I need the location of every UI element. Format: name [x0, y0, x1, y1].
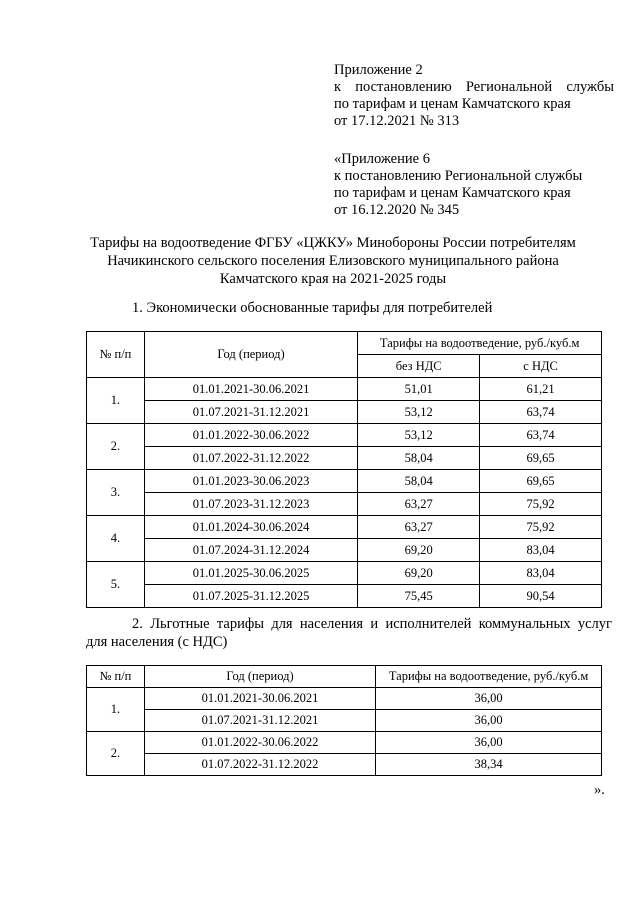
economic-tariffs-body [87, 378, 602, 608]
tariff-with-vat-cell: 63,74 [480, 424, 602, 447]
appendix-2-header [334, 62, 614, 130]
preferential-tariffs-table [86, 665, 602, 776]
period-cell: 01.07.2025-31.12.2025 [144, 585, 357, 608]
closing-quote: ». [594, 782, 605, 798]
tariff-no-vat-cell: 69,20 [358, 562, 480, 585]
period-cell: 01.01.2025-30.06.2025 [144, 562, 357, 585]
table-row [87, 493, 602, 516]
period-cell: 01.07.2024-31.12.2024 [144, 539, 357, 562]
table-row [87, 585, 602, 608]
title-line-1: Тарифы на водоотведение ФГБУ «ЦЖКУ» Минобороны России потребителям [90, 235, 576, 251]
appendix-6-label: «Приложение 6 [334, 151, 430, 167]
title-line-3: Камчатского края на 2021-2025 годы [219, 271, 447, 287]
table-row [87, 688, 602, 710]
document-title [60, 234, 606, 288]
appendix-6-resolution: к постановлению Региональной службы [334, 168, 583, 184]
row-number: 2. [87, 424, 145, 470]
period-cell: 01.07.2022-31.12.2022 [144, 447, 357, 470]
table-row [87, 710, 602, 732]
appendix-6-date-number: от 16.12.2020 № 345 [334, 202, 460, 218]
period-cell: 01.07.2021-31.12.2021 [144, 401, 357, 424]
appendix-6-header [334, 151, 614, 219]
header-num: № п/п [87, 666, 145, 688]
tariff-value-cell: 36,00 [376, 710, 602, 732]
period-cell: 01.07.2023-31.12.2023 [144, 493, 357, 516]
row-number: 1. [87, 378, 145, 424]
tariff-with-vat-cell: 69,65 [480, 470, 602, 493]
table-row [87, 732, 602, 754]
table-row [87, 516, 602, 539]
section-2-heading-line-1: 2. Льготные тарифы для населения и исполнителей коммунальных услуг [132, 616, 612, 632]
section-1-heading: 1. Экономически обоснованные тарифы для потребителей [132, 300, 493, 316]
tariff-with-vat-cell: 63,74 [480, 401, 602, 424]
tariff-with-vat-cell: 83,04 [480, 562, 602, 585]
period-cell: 01.01.2023-30.06.2023 [144, 470, 357, 493]
tariff-no-vat-cell: 69,20 [358, 539, 480, 562]
period-cell: 01.07.2022-31.12.2022 [144, 754, 375, 776]
row-number: 2. [87, 732, 145, 776]
tariff-no-vat-cell: 51,01 [358, 378, 480, 401]
header-no-vat: без НДС [358, 355, 480, 378]
period-cell: 01.07.2021-31.12.2021 [144, 710, 375, 732]
tariff-no-vat-cell: 53,12 [358, 424, 480, 447]
period-cell: 01.01.2022-30.06.2022 [144, 732, 375, 754]
table-row [87, 424, 602, 447]
header-tariffs: Тарифы на водоотведение, руб./куб.м [376, 666, 602, 688]
tariff-value-cell: 38,34 [376, 754, 602, 776]
row-number: 5. [87, 562, 145, 608]
tariff-with-vat-cell: 90,54 [480, 585, 602, 608]
tariff-no-vat-cell: 53,12 [358, 401, 480, 424]
period-cell: 01.01.2024-30.06.2024 [144, 516, 357, 539]
section-2-heading-line-2: для населения (с НДС) [86, 634, 228, 650]
header-with-vat: с НДС [480, 355, 602, 378]
table-row [87, 401, 602, 424]
appendix-2-service: по тарифам и ценам Камчатского края [334, 96, 571, 112]
table-row [87, 378, 602, 401]
header-period: Год (период) [144, 332, 357, 378]
header-period: Год (период) [144, 666, 375, 688]
appendix-2-date-number: от 17.12.2021 № 313 [334, 113, 460, 129]
tariff-with-vat-cell: 83,04 [480, 539, 602, 562]
section-2-heading [86, 615, 612, 651]
appendix-2-label: Приложение 2 [334, 62, 423, 78]
tariff-no-vat-cell: 58,04 [358, 470, 480, 493]
period-cell: 01.01.2021-30.06.2021 [144, 378, 357, 401]
tariff-with-vat-cell: 69,65 [480, 447, 602, 470]
economic-tariffs-table [86, 331, 602, 608]
title-line-2: Начикинского сельского поселения Елизовского муниципального района [107, 253, 559, 269]
tariff-value-cell: 36,00 [376, 732, 602, 754]
table-row [87, 539, 602, 562]
preferential-tariffs-body [87, 688, 602, 776]
row-number: 4. [87, 516, 145, 562]
tariff-no-vat-cell: 63,27 [358, 516, 480, 539]
tariff-no-vat-cell: 75,45 [358, 585, 480, 608]
table-row [87, 470, 602, 493]
tariff-no-vat-cell: 58,04 [358, 447, 480, 470]
row-number: 1. [87, 688, 145, 732]
tariff-with-vat-cell: 75,92 [480, 516, 602, 539]
appendix-6-service: по тарифам и ценам Камчатского края [334, 185, 571, 201]
header-tariffs: Тарифы на водоотведение, руб./куб.м [358, 332, 602, 355]
table-row [87, 447, 602, 470]
tariff-no-vat-cell: 63,27 [358, 493, 480, 516]
tariff-value-cell: 36,00 [376, 688, 602, 710]
table-row [87, 562, 602, 585]
tariff-with-vat-cell: 75,92 [480, 493, 602, 516]
period-cell: 01.01.2022-30.06.2022 [144, 424, 357, 447]
tariff-with-vat-cell: 61,21 [480, 378, 602, 401]
appendix-2-resolution: к постановлению Региональной службы [334, 79, 614, 95]
row-number: 3. [87, 470, 145, 516]
table-row [87, 754, 602, 776]
header-num: № п/п [87, 332, 145, 378]
period-cell: 01.01.2021-30.06.2021 [144, 688, 375, 710]
